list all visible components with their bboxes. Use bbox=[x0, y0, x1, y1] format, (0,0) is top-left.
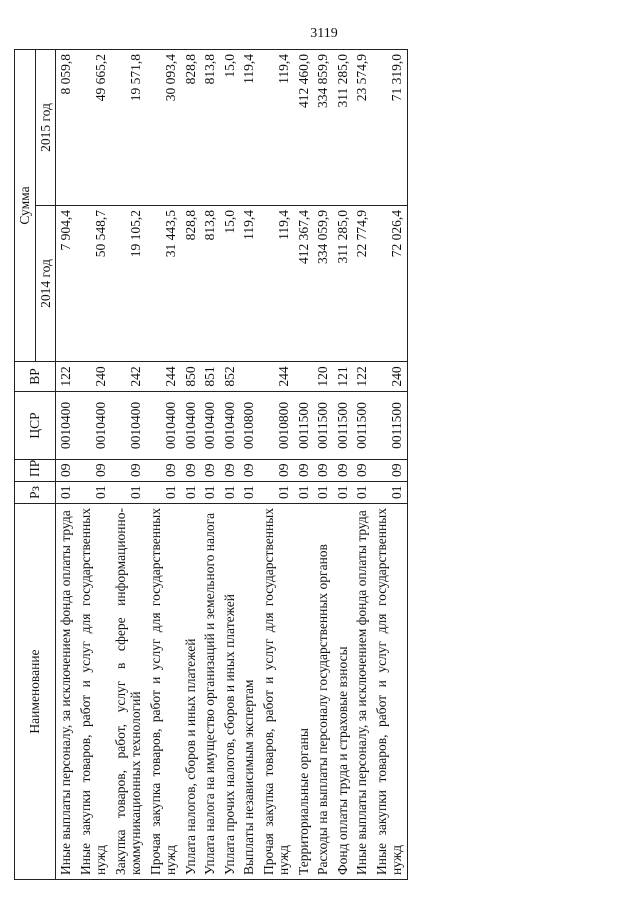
row-name: Иные закупки товаров, работ и услуг для государственных нужд bbox=[372, 504, 408, 880]
row-rz: 01 bbox=[200, 482, 220, 504]
row-sum-2015: 30 093,4 bbox=[146, 49, 181, 205]
row-csr: 0010400 bbox=[200, 392, 220, 460]
table-row bbox=[56, 49, 76, 879]
row-pr: 09 bbox=[372, 460, 408, 482]
header-2015: 2015 год bbox=[35, 49, 56, 205]
header-vr: ВР bbox=[15, 362, 56, 392]
row-vr: 122 bbox=[352, 362, 372, 392]
row-sum-2014: 311 285,0 bbox=[333, 206, 353, 362]
table-row bbox=[313, 49, 333, 879]
table-row bbox=[294, 49, 314, 879]
row-csr: 0010400 bbox=[146, 392, 181, 460]
row-sum-2015: 311 285,0 bbox=[333, 49, 353, 205]
row-name: Иные выплаты персоналу, за исключением фонда оплаты труда bbox=[56, 504, 76, 880]
row-name: Уплата прочих налогов, сборов и иных платежей bbox=[220, 504, 240, 880]
row-csr: 0010800 bbox=[259, 392, 294, 460]
row-sum-2015: 8 059,8 bbox=[56, 49, 76, 205]
table-row bbox=[111, 49, 146, 879]
row-pr: 09 bbox=[313, 460, 333, 482]
row-rz: 01 bbox=[76, 482, 111, 504]
row-rz: 01 bbox=[259, 482, 294, 504]
row-vr: 852 bbox=[220, 362, 240, 392]
row-sum-2015: 334 859,9 bbox=[313, 49, 333, 205]
row-sum-2015: 119,4 bbox=[259, 49, 294, 205]
page-number: 3119 bbox=[310, 26, 338, 41]
table-row bbox=[200, 49, 220, 879]
row-rz: 01 bbox=[333, 482, 353, 504]
row-csr: 0010400 bbox=[220, 392, 240, 460]
row-sum-2015: 15,0 bbox=[220, 49, 240, 205]
row-rz: 01 bbox=[313, 482, 333, 504]
table-row bbox=[372, 49, 408, 879]
row-pr: 09 bbox=[239, 460, 259, 482]
row-vr: 120 bbox=[313, 362, 333, 392]
row-csr: 0011500 bbox=[294, 392, 314, 460]
row-sum-2015: 71 319,0 bbox=[372, 49, 408, 205]
header-name: Наименование bbox=[15, 504, 56, 880]
row-pr: 09 bbox=[220, 460, 240, 482]
row-rz: 01 bbox=[111, 482, 146, 504]
row-vr: 240 bbox=[76, 362, 111, 392]
row-vr bbox=[294, 362, 314, 392]
row-rz: 01 bbox=[146, 482, 181, 504]
row-rz: 01 bbox=[372, 482, 408, 504]
row-sum-2014: 828,8 bbox=[181, 206, 201, 362]
table-body bbox=[56, 49, 408, 879]
header-2014: 2014 год bbox=[35, 206, 56, 362]
rotated-page-content bbox=[14, 50, 574, 880]
row-pr: 09 bbox=[146, 460, 181, 482]
row-csr: 0011500 bbox=[372, 392, 408, 460]
row-sum-2015: 119,4 bbox=[239, 49, 259, 205]
row-sum-2014: 19 105,2 bbox=[111, 206, 146, 362]
row-vr: 851 bbox=[200, 362, 220, 392]
row-vr: 121 bbox=[333, 362, 353, 392]
row-pr: 09 bbox=[56, 460, 76, 482]
row-pr: 09 bbox=[111, 460, 146, 482]
row-csr: 0010400 bbox=[56, 392, 76, 460]
row-name: Выплаты независимым экспертам bbox=[239, 504, 259, 880]
row-csr: 0010400 bbox=[181, 392, 201, 460]
row-sum-2015: 412 460,0 bbox=[294, 49, 314, 205]
row-pr: 09 bbox=[259, 460, 294, 482]
row-csr: 0010400 bbox=[111, 392, 146, 460]
row-csr: 0011500 bbox=[333, 392, 353, 460]
row-sum-2015: 49 665,2 bbox=[76, 49, 111, 205]
budget-table bbox=[14, 49, 408, 880]
row-vr: 850 bbox=[181, 362, 201, 392]
row-csr: 0011500 bbox=[352, 392, 372, 460]
row-rz: 01 bbox=[220, 482, 240, 504]
row-vr: 122 bbox=[56, 362, 76, 392]
row-vr bbox=[239, 362, 259, 392]
row-sum-2014: 22 774,9 bbox=[352, 206, 372, 362]
row-sum-2014: 813,8 bbox=[200, 206, 220, 362]
row-sum-2014: 412 367,4 bbox=[294, 206, 314, 362]
header-sum: Сумма bbox=[15, 49, 36, 361]
row-sum-2014: 31 443,5 bbox=[146, 206, 181, 362]
row-vr: 240 bbox=[372, 362, 408, 392]
table-row bbox=[220, 49, 240, 879]
row-rz: 01 bbox=[294, 482, 314, 504]
row-pr: 09 bbox=[352, 460, 372, 482]
row-rz: 01 bbox=[239, 482, 259, 504]
row-pr: 09 bbox=[200, 460, 220, 482]
table-row bbox=[259, 49, 294, 879]
row-csr: 0010400 bbox=[76, 392, 111, 460]
row-rz: 01 bbox=[352, 482, 372, 504]
row-csr: 0011500 bbox=[313, 392, 333, 460]
row-pr: 09 bbox=[294, 460, 314, 482]
row-sum-2014: 15,0 bbox=[220, 206, 240, 362]
row-sum-2014: 119,4 bbox=[259, 206, 294, 362]
row-name: Закупка товаров, работ, услуг в сфере информационно-коммуникационных технологий bbox=[111, 504, 146, 880]
table-row bbox=[146, 49, 181, 879]
row-pr: 09 bbox=[181, 460, 201, 482]
row-vr: 242 bbox=[111, 362, 146, 392]
row-rz: 01 bbox=[181, 482, 201, 504]
row-vr: 244 bbox=[146, 362, 181, 392]
header-pr: ПР bbox=[15, 460, 56, 482]
row-name: Иные выплаты персоналу, за исключением фонда оплаты труда bbox=[352, 504, 372, 880]
row-rz: 01 bbox=[56, 482, 76, 504]
row-sum-2015: 813,8 bbox=[200, 49, 220, 205]
table-row bbox=[352, 49, 372, 879]
row-name: Прочая закупка товаров, работ и услуг для государственных нужд bbox=[259, 504, 294, 880]
header-rz: Рз bbox=[15, 482, 56, 504]
table-row bbox=[76, 49, 111, 879]
row-csr: 0010800 bbox=[239, 392, 259, 460]
row-name: Прочая закупка товаров, работ и услуг для государственных нужд bbox=[146, 504, 181, 880]
row-pr: 09 bbox=[333, 460, 353, 482]
row-sum-2014: 119,4 bbox=[239, 206, 259, 362]
row-sum-2015: 19 571,8 bbox=[111, 49, 146, 205]
row-pr: 09 bbox=[76, 460, 111, 482]
row-vr: 244 bbox=[259, 362, 294, 392]
row-sum-2015: 828,8 bbox=[181, 49, 201, 205]
table-row bbox=[239, 49, 259, 879]
row-name: Территориальные органы bbox=[294, 504, 314, 880]
row-name: Расходы на выплаты персоналу государственных органов bbox=[313, 504, 333, 880]
row-sum-2015: 23 574,9 bbox=[352, 49, 372, 205]
row-sum-2014: 72 026,4 bbox=[372, 206, 408, 362]
row-name: Уплата налогов, сборов и иных платежей bbox=[181, 504, 201, 880]
table-row bbox=[333, 49, 353, 879]
row-sum-2014: 7 904,4 bbox=[56, 206, 76, 362]
row-name: Фонд оплаты труда и страховые взносы bbox=[333, 504, 353, 880]
header-csr: ЦСР bbox=[15, 392, 56, 460]
row-sum-2014: 334 059,9 bbox=[313, 206, 333, 362]
row-sum-2014: 50 548,7 bbox=[76, 206, 111, 362]
row-name: Иные закупки товаров, работ и услуг для государственных нужд bbox=[76, 504, 111, 880]
table-row bbox=[181, 49, 201, 879]
table-header bbox=[15, 49, 56, 879]
row-name: Уплата налога на имущество организаций и земельного налога bbox=[200, 504, 220, 880]
